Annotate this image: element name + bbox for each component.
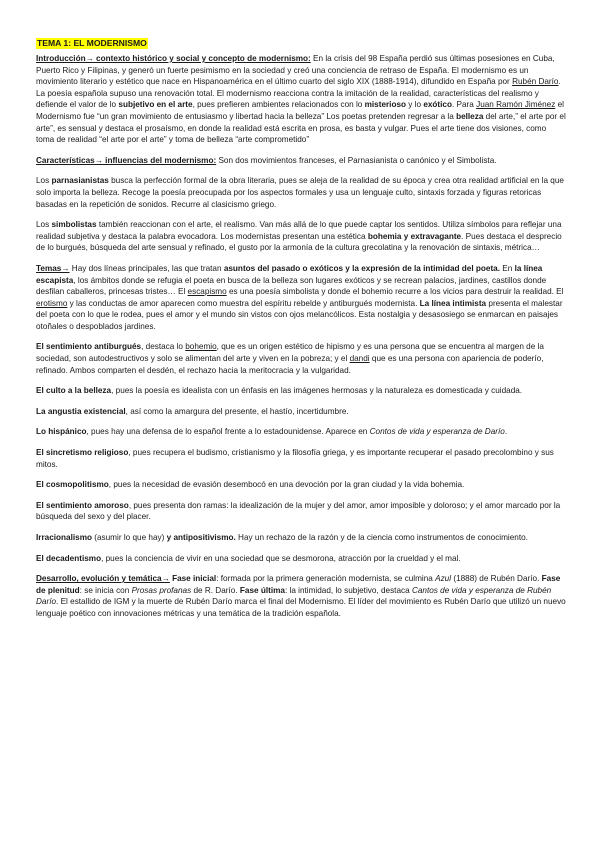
italic-title: Contos de vida y esperanza de Darío xyxy=(369,427,505,437)
underlined-term: escapismo xyxy=(187,287,227,297)
text-run: Los xyxy=(36,176,52,186)
text-run: busca la perfección formal de la obra literaria, pues se aleja de la realidad de su época y crea otra realidad artificial en la que solo importa la belleza. Recoge la poesía preocupada por los aspectos formales y usa un lenguaje culto, sintaxis forzada y figuras retoricas basadas en la repetición de sonidos. Recurre al clasicismo griego. xyxy=(36,176,564,209)
text-run: : la intimidad, lo subjetivo, destaca xyxy=(284,585,412,595)
intro-heading: Introducción→ contexto histórico y social y concepto de modernismo: xyxy=(36,54,311,63)
text-run: , pues hay una defensa de lo español frente a lo estadounidense. Aparece en xyxy=(86,427,370,437)
text-run: , destaca lo xyxy=(141,342,186,352)
bold-term: misterioso xyxy=(364,100,407,110)
text-run: , los ámbitos donde se refugia el poeta en busca de la belleza son lugares exóticos y se recrean palacios, jardines, castillos donde desfilan caballeros, princesas tristes… El xyxy=(36,275,547,297)
bold-term: La angustia existencial xyxy=(36,406,126,416)
bold-term: Lo hispánico xyxy=(36,427,87,437)
text-run: es una poesía simbolista y donde el bohemio recurre a los vicios para destruir la realidad. El xyxy=(226,287,564,297)
text-run: . xyxy=(504,427,508,437)
text-run: . Para xyxy=(451,100,477,110)
parnasianistas-paragraph xyxy=(36,175,566,210)
text-run: , que es un origen estético de hipismo y es una persona que se encuentra al margen de la sociedad, son autodestructivos y solo se alimentan del arte y viven en la pobreza; y el xyxy=(36,342,544,364)
belleza-paragraph xyxy=(36,385,566,397)
text-run: , pues la poesía es idealista con un énfasis en las imágenes hermosas y la naturaleza es domesticada y cuidada. xyxy=(111,386,523,396)
bold-term: El decadentismo xyxy=(36,553,102,563)
amoroso-paragraph xyxy=(36,500,566,523)
bold-term: parnasianistas xyxy=(51,176,109,186)
desarrollo-heading: Desarrollo, evolución y temática→ xyxy=(36,574,170,584)
underlined-term: erotismo xyxy=(36,298,68,308)
simbolistas-paragraph xyxy=(36,219,566,254)
text-run: En xyxy=(500,263,515,273)
bold-term: subjetivo en el arte xyxy=(118,100,193,110)
bold-term: y antipositivismo. xyxy=(166,533,236,542)
irracionalismo-paragraph xyxy=(36,532,566,544)
hispanico-paragraph xyxy=(36,426,566,438)
text-run: , pues recupera el budismo, cristianismo y la filosofía griega, y es importante recuperar el pasado precolombino y sus mitos. xyxy=(36,448,554,469)
document-title: TEMA 1: EL MODERNISMO xyxy=(37,38,147,48)
text-run: de R. Darío. xyxy=(191,585,240,595)
text-run: (1888) de Rubén Darío. xyxy=(451,574,542,584)
bold-term: El cosmopolitismo xyxy=(36,480,109,490)
bold-term: El sentimiento amoroso xyxy=(36,500,129,510)
text-run: Los xyxy=(36,220,52,230)
cosmopolitismo-paragraph xyxy=(36,479,566,491)
characteristics-paragraph xyxy=(36,155,566,167)
bold-term: exótico xyxy=(423,100,452,110)
bold-term: Fase última xyxy=(239,585,285,595)
bold-term: Fase inicial xyxy=(172,574,217,584)
text-run: que es una persona con apariencia de poderío, refinado. Ambos comparten el desdén, el rechazo hacia la meritocracia y la vulgaridad. xyxy=(36,354,544,375)
text-run: , pues la necesidad de evasión desembocó en una devoción por la gran ciudad y la vida bohemia. xyxy=(108,480,465,490)
bold-term: asuntos del pasado o exóticos y la expresión de la intimidad del poeta. xyxy=(223,263,501,273)
text-run: y lo xyxy=(406,100,424,110)
text-run: y las conductas de amor aparecen como muestra del espíritu rebelde y antiburgués modernista. xyxy=(67,298,420,308)
underlined-term: bohemio xyxy=(185,342,217,352)
bold-term: Fase de plenitud xyxy=(36,574,561,595)
text-run: (asumir lo que hay) xyxy=(91,533,167,542)
text-run: Hay un rechazo de la razón y de la ciencia como instrumentos de conocimiento. xyxy=(235,533,528,542)
text-run: el Modernismo fue “un gran movimiento de entusiasmo y libertad hacia la belleza” Los poetas pretenden regresar a la xyxy=(36,100,564,121)
bold-term: bohemia y extravagante xyxy=(367,231,462,241)
text-run: presenta el malestar del poeta con lo que le rodea, pues el amor y el mundo sin vistos con ojos melancólicos. Esta nostalgia y desasosiego se enmarcan en paisajes otoñales o despoblados jardines. xyxy=(36,298,563,331)
text-run: del arte,” el arte por el arte”, es sensual y destaca el prosaísmo, en donde la realidad está escrita en prosa, es basta y vulgar. Pues el arte tiene dos visiones, como toma de realidad “el arte por el arte” y toma de belleza “arte comprometido” xyxy=(36,111,566,145)
text-run: también reaccionan con el arte, el realismo. Van más allá de lo que puede captar los sentidos. Utiliza símbolos para reflejar una realidad subjetiva y destaca la palabra evocadora. Los modernistas presentan una estética xyxy=(36,220,562,241)
italic-title: Cantos de vida y esperanza de Rubén Darío xyxy=(36,585,552,607)
themes-heading: Temas→ xyxy=(36,263,70,273)
text-run: . La poesía española supuso una renovación total. El modernismo reacciona contra la imitación de la realidad, características del realismo y defiende el valor de lo xyxy=(36,77,561,110)
text-run: , así como la amargura del presente, el hastío, incertidumbre. xyxy=(125,406,349,416)
text-run: Hay dos líneas principales, las que tratan xyxy=(69,263,224,273)
author-jimenez: Juan Ramón Jiménez xyxy=(476,100,556,110)
bold-term: belleza xyxy=(456,111,484,121)
desarrollo-paragraph xyxy=(36,573,566,619)
sincretismo-paragraph xyxy=(36,447,566,470)
text-run: . Pues destaca el desprecio de lo burgués, búsqueda del arte sensual y refinado, el gusto por la armonía de la cultura grecolatina y la renovación de sintaxis, métrica… xyxy=(36,231,562,253)
intro-paragraph xyxy=(36,53,566,146)
underlined-term: dandi xyxy=(349,354,370,364)
decadentismo-paragraph xyxy=(36,553,566,565)
italic-title: Prosas profanas xyxy=(131,585,192,595)
antiburgues-paragraph xyxy=(36,341,566,376)
document-page xyxy=(36,38,566,629)
italic-title: Azul xyxy=(435,574,452,584)
text-run: : formada por la primera generación modernista, se culmina xyxy=(216,574,436,584)
text-run: : se inicia con xyxy=(79,585,132,595)
text-run: En la crisis del 98 España perdió sus últimas posesiones en Cuba, Puerto Rico y Filipinas, y generó un fuerte pesimismo en la sociedad y creó una conciencia de retraso de España. El modernismo es un movimiento literario y estético que nace en Hispanoamérica en el último cuarto del siglo XIX (1888-1914), difundido en España por xyxy=(36,54,555,87)
author-dario: Rubén Darío xyxy=(512,77,559,87)
bold-term: El culto a la belleza xyxy=(36,386,112,396)
characteristics-heading: Características→ influencias del modernismo: xyxy=(36,155,217,165)
text-run: Son dos movimientos franceses, el Parnasianista o canónico y el Simbolista. xyxy=(216,155,497,165)
themes-paragraph xyxy=(36,263,566,333)
bold-term: El sincretismo religioso xyxy=(36,448,129,458)
bold-term: simbolistas xyxy=(51,220,97,230)
angustia-paragraph xyxy=(36,406,566,418)
text-run: . El estallido de IGM y la muerte de Rubén Darío marca el final del Modernismo. El líder del movimiento es Rubén Darío que utilizó un nuevo lenguaje poético con innovaciones métricas y una temática de la tradición española. xyxy=(36,597,566,618)
bold-term: El sentimiento antiburgués xyxy=(36,342,142,352)
bold-term: la línea escapista xyxy=(36,263,543,285)
text-run: , pues la conciencia de vivir en una sociedad que se desmorona, atracción por la crueldad y el mal. xyxy=(101,553,461,563)
text-run: , pues prefieren ambientes relacionados con lo xyxy=(192,100,365,110)
bold-term: La línea intimista xyxy=(419,298,487,308)
bold-term: Irracionalismo xyxy=(36,533,92,542)
text-run: , pues presenta don ramas: la idealización de la mujer y del amor, amor imposible y doloroso; y el amor marcado por la búsqueda del sexo y del placer. xyxy=(36,500,561,522)
